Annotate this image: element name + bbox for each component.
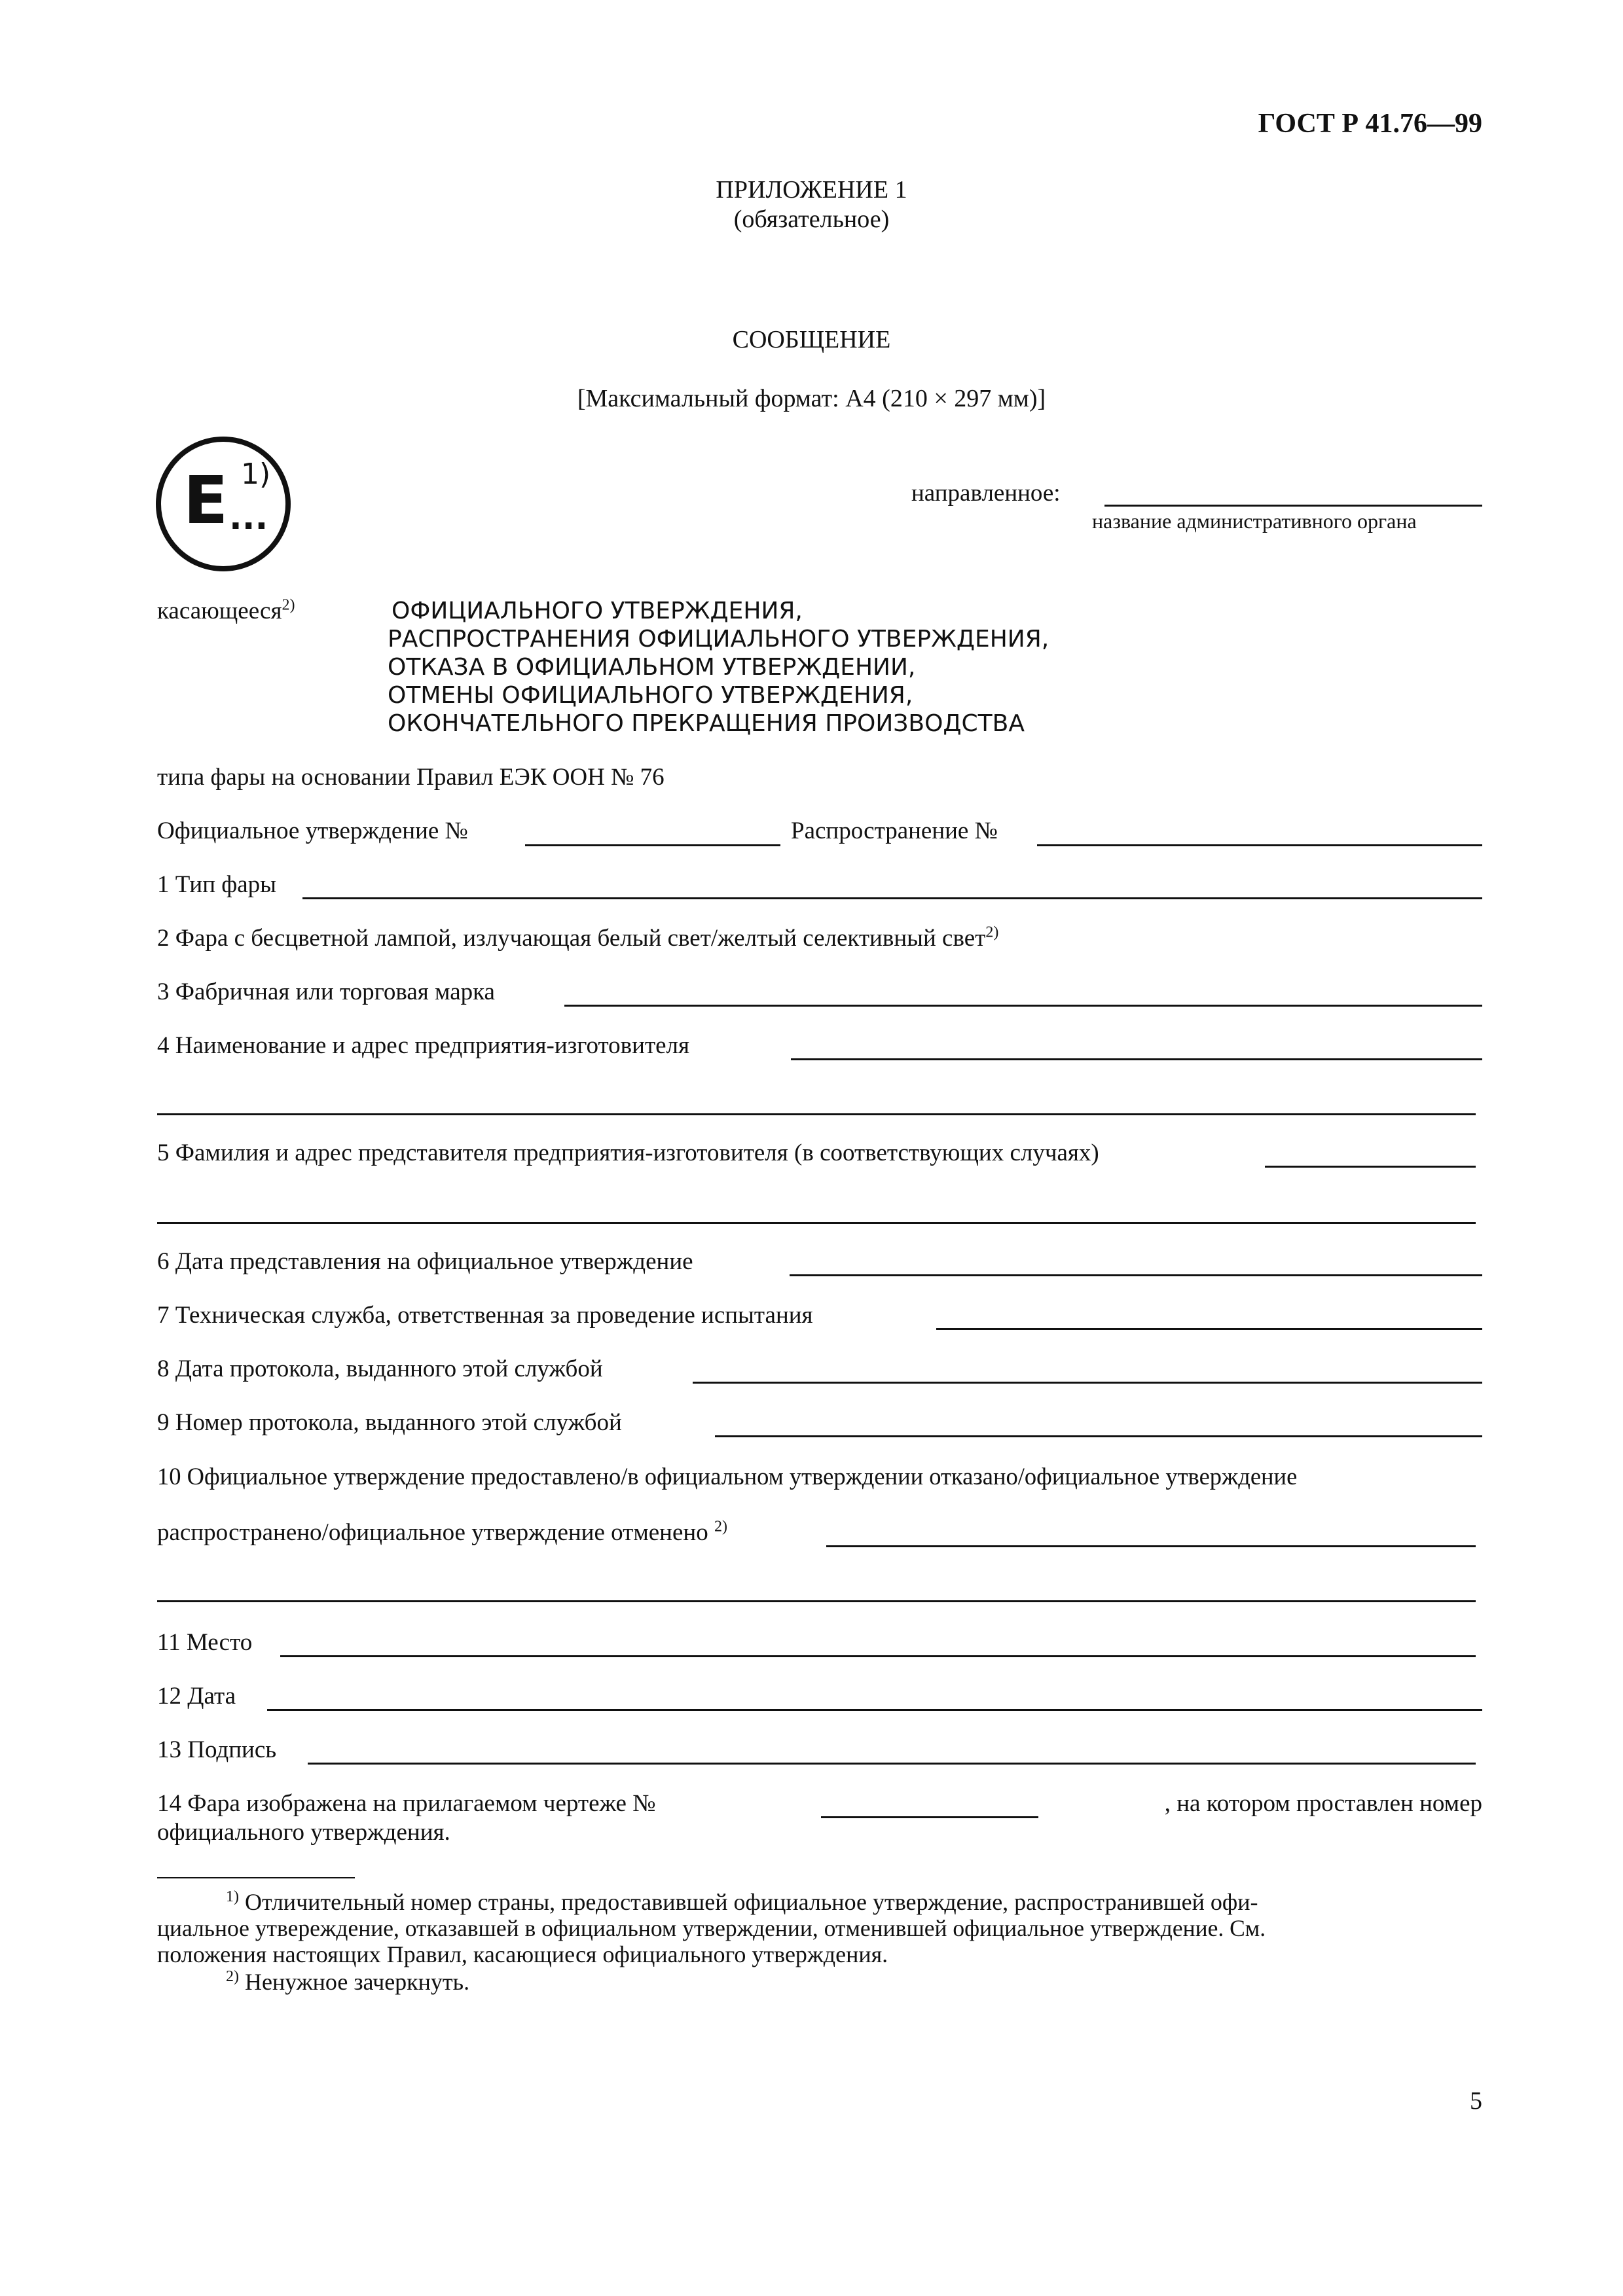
concerning-option-5: ОКОНЧАТЕЛЬНОГО ПРЕКРАЩЕНИЯ ПРОИЗВОДСТВА — [388, 710, 1025, 737]
mark-letter: E — [183, 462, 228, 539]
footnote-1-line-3: положения настоящих Правил, касающиеся официального утверждения. — [157, 1941, 888, 1967]
standard-number: ГОСТ Р 41.76—99 — [1258, 109, 1482, 139]
recipient-caption: название административного органа — [1092, 509, 1417, 533]
item-3-label: 3 Фабричная или торговая марка — [157, 978, 495, 1005]
item-10-label-continued — [157, 1518, 727, 1547]
item-11-label: 11 Место — [157, 1629, 253, 1656]
item-14-label-end: , на котором проставлен номер — [1164, 1790, 1482, 1817]
item-5-field-continued[interactable] — [157, 1222, 1476, 1224]
item-1-label: 1 Тип фары — [157, 871, 277, 898]
format-note: [Максимальный формат: А4 (210 × 297 мм)] — [577, 385, 1046, 412]
approval-number-label: Официальное утверждение № — [157, 817, 468, 844]
annex-title: ПРИЛОЖЕНИЕ 1 — [716, 176, 907, 204]
item-12-label: 12 Дата — [157, 1683, 236, 1710]
item-13-label: 13 Подпись — [157, 1736, 277, 1763]
annex-note: (обязательное) — [733, 206, 890, 233]
footnote-2 — [226, 1969, 469, 1995]
concerning-text: касающееся — [157, 598, 282, 624]
item-8-field[interactable] — [693, 1382, 1482, 1384]
item-2-label — [157, 924, 998, 952]
mark-dots: ... — [229, 498, 268, 537]
item-7-label: 7 Техническая служба, ответственная за проведение испытания — [157, 1302, 813, 1329]
item-3-field[interactable] — [564, 1005, 1482, 1007]
item-14-drawing-number-field[interactable] — [821, 1816, 1038, 1818]
recipient-label: направленное: — [911, 480, 1061, 507]
item-4-label: 4 Наименование и адрес предприятия-изготовителя — [157, 1032, 690, 1059]
item-12-field[interactable] — [267, 1709, 1482, 1711]
item-14-label: 14 Фара изображена на прилагаемом чертеже № — [157, 1790, 656, 1817]
page-number: 5 — [1470, 2087, 1482, 2115]
item-10-text: распространено/официальное утверждение отменено — [157, 1519, 708, 1546]
footnote-2-mark: 2) — [226, 1968, 239, 1985]
extension-number-field[interactable] — [1037, 844, 1482, 846]
item-10-label: 10 Официальное утверждение предоставлено/в официальном утверждении отказано/официальное утверждение — [157, 1463, 1298, 1490]
concerning-label — [157, 597, 295, 625]
recipient-field[interactable] — [1104, 505, 1482, 507]
item-1-field[interactable] — [302, 897, 1482, 899]
item-5-field[interactable] — [1265, 1166, 1476, 1168]
concerning-option-2: РАСПРОСТРАНЕНИЯ ОФИЦИАЛЬНОГО УТВЕРЖДЕНИЯ, — [388, 626, 1049, 653]
mark-superscript: 1) — [241, 457, 271, 491]
footnote-ref-2: 2) — [282, 596, 295, 614]
approval-mark — [156, 437, 291, 571]
item-13-field[interactable] — [308, 1763, 1476, 1765]
item-4-field[interactable] — [791, 1058, 1482, 1060]
footnote-separator — [157, 1877, 355, 1878]
footnote-1-line-2: циальное утвереждение, отказавшей в официальном утверждении, отменившей официальное утверждение. См. — [157, 1915, 1266, 1941]
item-11-field[interactable] — [280, 1655, 1476, 1657]
item-8-label: 8 Дата протокола, выданного этой службой — [157, 1355, 603, 1382]
item-10-field-continued[interactable] — [157, 1600, 1476, 1602]
item-4-field-continued[interactable] — [157, 1113, 1476, 1115]
item-2-text: 2 Фара с бесцветной лампой, излучающая белый свет/желтый селективный свет — [157, 925, 986, 952]
item-9-label: 9 Номер протокола, выданного этой службой — [157, 1409, 622, 1436]
item-9-field[interactable] — [715, 1435, 1482, 1437]
basis-text: типа фары на основании Правил ЕЭК ООН № 76 — [157, 764, 665, 791]
item-2-footnote-ref: 2) — [985, 924, 999, 941]
item-10-field[interactable] — [826, 1545, 1476, 1547]
item-6-label: 6 Дата представления на официальное утверждение — [157, 1248, 693, 1275]
footnote-1-mark: 1) — [226, 1888, 239, 1905]
concerning-option-1: ОФИЦИАЛЬНОГО УТВЕРЖДЕНИЯ, — [392, 598, 803, 624]
item-10-footnote-ref: 2) — [714, 1518, 727, 1535]
item-7-field[interactable] — [936, 1328, 1482, 1330]
footnote-1-text: Отличительный номер страны, предоставившей официальное утверждение, распространившей офи- — [245, 1889, 1258, 1915]
extension-number-label: Распространение № — [791, 817, 998, 844]
item-14-label-continued: официального утверждения. — [157, 1819, 450, 1846]
item-6-field[interactable] — [790, 1274, 1482, 1276]
approval-number-field[interactable] — [525, 844, 780, 846]
document-title: СООБЩЕНИЕ — [732, 326, 891, 353]
concerning-option-4: ОТМЕНЫ ОФИЦИАЛЬНОГО УТВЕРЖДЕНИЯ, — [388, 682, 913, 709]
concerning-option-3: ОТКАЗА В ОФИЦИАЛЬНОМ УТВЕРЖДЕНИИ, — [388, 654, 916, 681]
footnote-2-text: Ненужное зачеркнуть. — [245, 1969, 470, 1995]
footnote-1 — [226, 1889, 1258, 1915]
item-5-label: 5 Фамилия и адрес представителя предприятия-изготовителя (в соответствующих случаях) — [157, 1139, 1099, 1166]
